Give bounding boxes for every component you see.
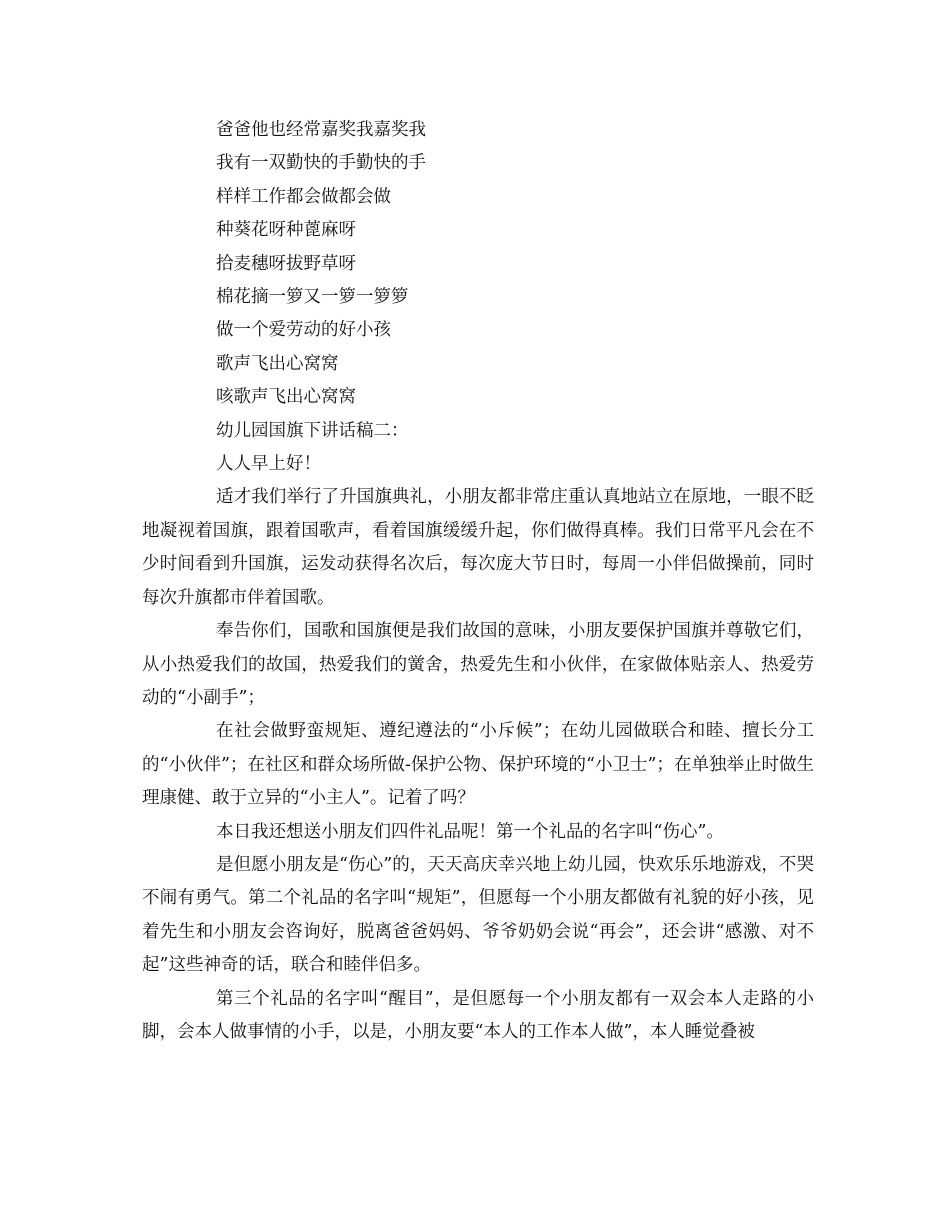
song-line-9: 咳歌声飞出心窝窝 <box>216 387 356 408</box>
song-line-2: 我有一双勤快的手勤快的手 <box>216 153 426 174</box>
song-line-7: 做一个爱劳动的好小孩 <box>216 320 391 341</box>
song-line-3: 样样工作都会做都会做 <box>216 186 391 207</box>
document-body <box>142 114 814 1049</box>
song-line-5: 拾麦穗呀拔野草呀 <box>216 253 356 274</box>
paragraph-5: 是但愿小朋友是“伤心”的，天天高庆幸兴地上幼儿园，快欢乐乐地游戏，不哭不闹有勇气。第二个礼品的名字叫“规矩”，但愿每一个小朋友都做有礼貌的好小孩，见着先生和小朋友会咨询好，脱离爸爸妈妈、爷爷奶奶会说“再会”，还会讲“感激、对不起”这些神奇的话，联合和睦伴侣多。 <box>142 854 814 976</box>
paragraph-6: 第三个礼品的名字叫“醒目”，是但愿每一个小朋友都有一双会本人走路的小脚，会本人做事情的小手，以是，小朋友要“本人的工作本人做”，本人睡觉叠被 <box>142 988 814 1042</box>
section-heading: 幼儿园国旗下讲话稿二： <box>216 420 409 441</box>
song-line-8: 歌声飞出心窝窝 <box>216 353 339 374</box>
song-line-4: 种葵花呀种蓖麻呀 <box>216 220 356 241</box>
paragraph-2: 奉告你们，国歌和国旗便是我们故国的意味，小朋友要保护国旗并尊敬它们，从小热爱我们的故国，热爱我们的黉舍，热爱先生和小伙伴，在家做体贴亲人、热爱劳动的“小副手”； <box>142 621 814 708</box>
song-line-1: 爸爸他也经常嘉奖我嘉奖我 <box>216 120 426 140</box>
paragraph-3: 在社会做野蛮规矩、遵纪遵法的“小斥候”；在幼儿园做联合和睦、擅长分工的“小伙伴”；在社区和群众场所做-保护公物、保护环境的“小卫士”；在单独举止时做生理康健、敢于立异的“小主人”。记着了吗？ <box>142 721 814 809</box>
paragraph-4: 本日我还想送小朋友们四件礼品呢！第一个礼品的名字叫“伤心”。 <box>216 821 724 842</box>
song-line-6: 棉花摘一箩又一箩一箩箩 <box>216 287 409 308</box>
greeting: 人人早上好！ <box>216 454 321 475</box>
paragraph-1: 适才我们举行了升国旗典礼，小朋友都非常庄重认真地站立在原地，一眼不眨地凝视着国旗，跟着国歌声，看着国旗缓缓升起，你们做得真棒。我们日常平凡会在不少时间看到升国旗，运发动获得名次后，每次庞大节日时，每周一小伴侣做操前，同时每次升旗都市伴着国歌。 <box>142 487 814 608</box>
